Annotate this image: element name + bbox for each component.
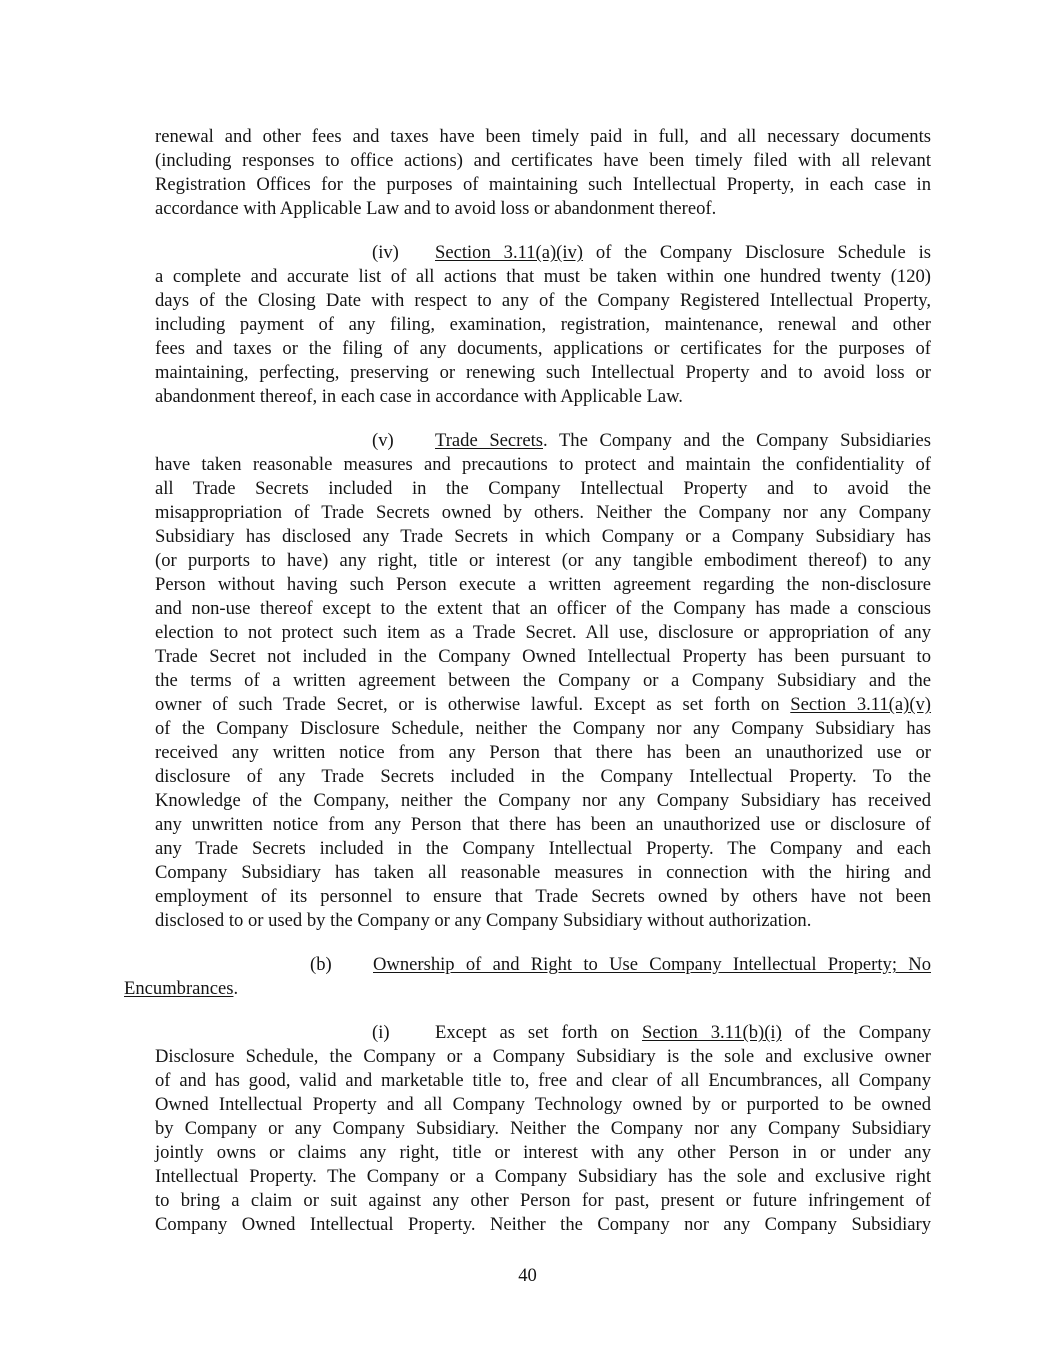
paragraph-line: Intellectual Property. The Company or a Company Subsidiary has the sole and exclusive right [155, 1166, 931, 1187]
subsection-number: (i) [372, 1022, 390, 1043]
paragraph-text: of the Company Disclosure Schedule is [583, 242, 931, 263]
paragraph-line: and non-use thereof except to the extent that an officer of the Company has made a conscious [155, 598, 931, 619]
subsection-heading: Trade Secrets [435, 430, 544, 451]
paragraph-line: days of the Closing Date with respect to any of the Company Registered Intellectual Property, [155, 290, 931, 311]
paragraph-line: received any written notice from any Person that there has been an unauthorized use or [155, 742, 931, 763]
subsection-b-i-first-line [372, 1021, 931, 1045]
paragraph-line: Person without having such Person execute a written agreement regarding the non-disclosure [155, 574, 931, 595]
paragraph-line: Knowledge of the Company, neither the Company nor any Company Subsidiary has received [155, 790, 931, 811]
heading-period: . [233, 978, 239, 999]
paragraph-line: Subsidiary has disclosed any Trade Secrets in which Company or a Company Subsidiary has [155, 526, 931, 547]
paragraph-line: fees and taxes or the filing of any documents, applications or certificates for the purposes of [155, 338, 931, 359]
paragraph-line: including payment of any filing, examination, registration, maintenance, renewal and other [155, 314, 931, 335]
subsection-number: (iv) [372, 242, 399, 263]
paragraph-text: of the Company [781, 1022, 931, 1043]
paragraph-text: owner of such Trade Secret, or is otherwise lawful. Except as set forth on [155, 694, 791, 715]
paragraph-line-with-reference [155, 693, 931, 717]
paragraph-line: maintaining, perfecting, preserving or renewing such Intellectual Property and to avoid loss or [155, 362, 931, 383]
paragraph-line: Trade Secret not included in the Company Owned Intellectual Property has been pursuant to [155, 646, 931, 667]
section-heading: Encumbrances [124, 978, 234, 999]
paragraph-line: misappropriation of Trade Secrets owned by others. Neither the Company nor any Company [155, 502, 931, 523]
paragraph-line: the terms of a written agreement between the Company or a Company Subsidiary and the [155, 670, 931, 691]
section-reference: Section 3.11(b)(i) [642, 1022, 782, 1043]
paragraph-line: Company Owned Intellectual Property. Neither the Company nor any Company Subsidiary [155, 1214, 931, 1235]
paragraph-line: of the Company Disclosure Schedule, neither the Company nor any Company Subsidiary has [155, 718, 931, 739]
paragraph-line: by Company or any Company Subsidiary. Neither the Company nor any Company Subsidiary [155, 1118, 931, 1139]
paragraph-line: jointly owns or claims any right, title or interest with any other Person in or under any [155, 1142, 931, 1163]
subsection-v-first-line [372, 429, 931, 453]
paragraph-line: renewal and other fees and taxes have been timely paid in full, and all necessary documents [155, 126, 931, 147]
subsection-iv-first-line [372, 241, 931, 265]
paragraph-line: accordance with Applicable Law and to avoid loss or abandonment thereof. [155, 198, 717, 219]
paragraph-line: election to not protect such item as a Trade Secret. All use, disclosure or appropriation of any [155, 622, 931, 643]
paragraph-line: disclosed to or used by the Company or any Company Subsidiary without authorization. [155, 910, 812, 931]
paragraph-line: to bring a claim or suit against any other Person for past, present or future infringement of [155, 1190, 931, 1211]
paragraph-line: Disclosure Schedule, the Company or a Company Subsidiary is the sole and exclusive owner [155, 1046, 931, 1067]
section-reference: Section 3.11(a)(v) [790, 694, 932, 715]
paragraph-line: of and has good, valid and marketable title to, free and clear of all Encumbrances, all Company [155, 1070, 931, 1091]
paragraph-line: employment of its personnel to ensure that Trade Secrets owned by others have not been [155, 886, 931, 907]
paragraph-line: have taken reasonable measures and precautions to protect and maintain the confidentiality of [155, 454, 931, 475]
subsection-number: (v) [372, 430, 394, 451]
paragraph-line: Owned Intellectual Property and all Company Technology owned by or purported to be owned [155, 1094, 931, 1115]
paragraph-line: any unwritten notice from any Person that there has been an unauthorized use or disclosure of [155, 814, 931, 835]
paragraph-line: abandonment thereof, in each case in accordance with Applicable Law. [155, 386, 683, 407]
section-reference: Section 3.11(a)(iv) [435, 242, 584, 263]
paragraph-line: any Trade Secrets included in the Company Intellectual Property. The Company and each [155, 838, 931, 859]
paragraph-line: Registration Offices for the purposes of maintaining such Intellectual Property, in each case in [155, 174, 931, 195]
section-b-heading-continued [124, 977, 931, 1001]
paragraph-line: disclosure of any Trade Secrets included in the Company Intellectual Property. To the [155, 766, 931, 787]
paragraph-line: Company Subsidiary has taken all reasonable measures in connection with the hiring and [155, 862, 931, 883]
paragraph-line: all Trade Secrets included in the Company Intellectual Property and to avoid the [155, 478, 931, 499]
section-heading: Ownership of and Right to Use Company Intellectual Property; No [373, 954, 931, 975]
paragraph-text: Except as set forth on [435, 1022, 643, 1043]
paragraph-line: (or purports to have) any right, title or interest (or any tangible embodiment thereof) to any [155, 550, 931, 571]
section-number: (b) [310, 954, 332, 975]
page-number: 40 [518, 1265, 537, 1286]
section-b-heading [310, 953, 931, 977]
paragraph-text: . The Company and the Company Subsidiaries [543, 430, 931, 451]
paragraph-line: a complete and accurate list of all actions that must be taken within one hundred twenty (120) [155, 266, 931, 287]
paragraph-line: (including responses to office actions) and certificates have been timely filed with all relevant [155, 150, 931, 171]
